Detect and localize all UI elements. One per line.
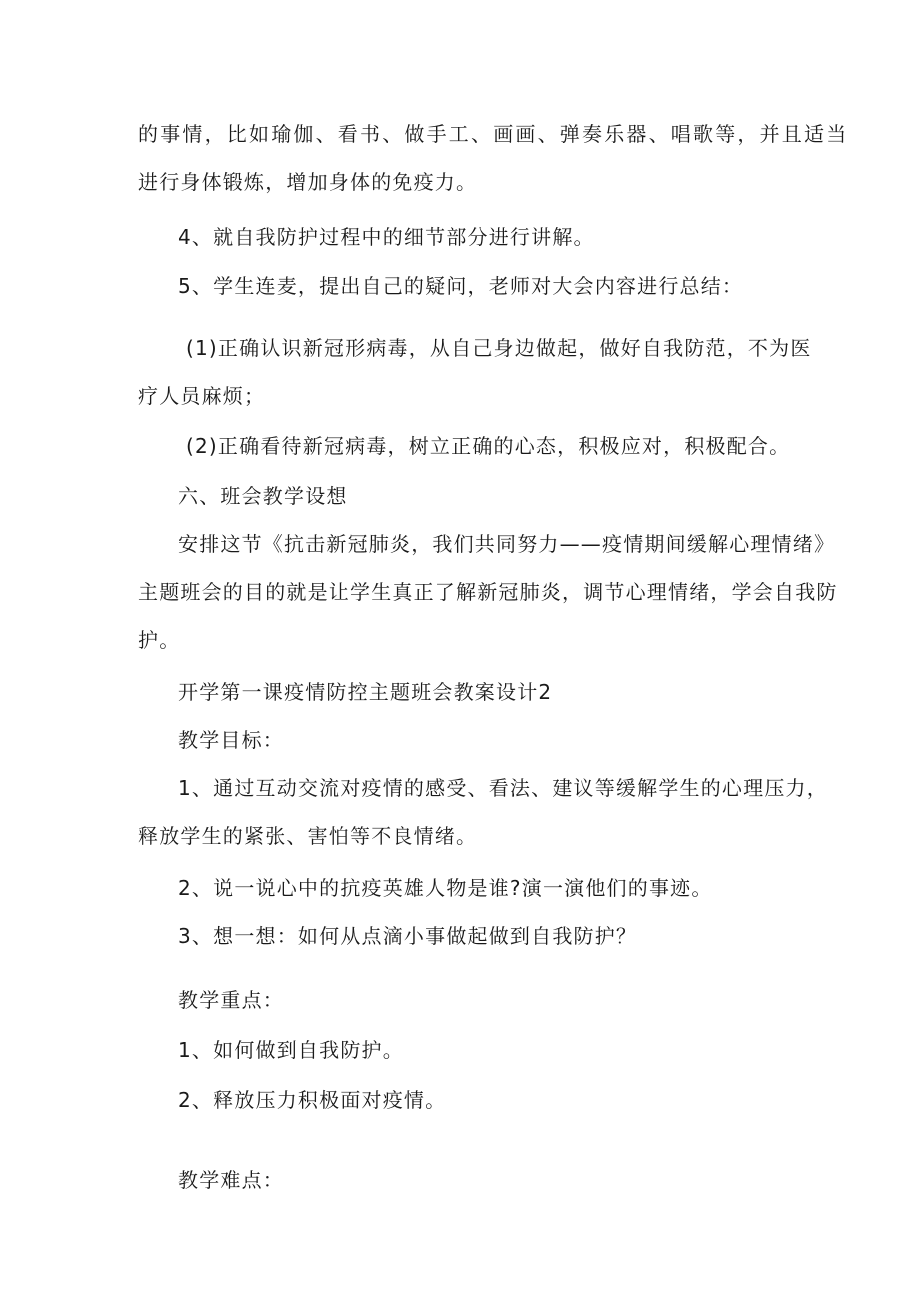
text-line: (1)正确认识新冠形病毒，从自己身边做起，做好自我防范，不为医 <box>186 336 812 360</box>
text-line: 2、说一说心中的抗疫英雄人物是谁?演一演他们的事迹。 <box>178 876 713 900</box>
text-line: 2、释放压力积极面对疫情。 <box>178 1088 447 1112</box>
text-line: (2)正确看待新冠病毒，树立正确的心态，积极应对，积极配合。 <box>186 434 791 458</box>
text-line: 3、想一想：如何从点滴小事做起做到自我防护？ <box>178 924 638 948</box>
text-line: 5、学生连麦，提出自己的疑问，老师对大会内容进行总结： <box>178 274 744 298</box>
section-heading: 教学目标： <box>178 728 284 752</box>
text-line: 主题班会的目的就是让学生真正了解新冠肺炎，调节心理情绪，学会自我防 <box>138 580 838 604</box>
text-line: 安排这节《抗击新冠肺炎，我们共同努力——疫情期间缓解心理情绪》 <box>178 532 836 556</box>
text-line: 4、就自我防护过程中的细节部分进行讲解。 <box>178 225 595 249</box>
text-line: 的事情，比如瑜伽、看书、做手工、画画、弹奏乐器、唱歌等，并且适当 <box>138 122 849 146</box>
text-line: 护。 <box>138 628 181 652</box>
section-heading: 六、班会教学设想 <box>178 484 348 508</box>
section-heading: 开学第一课疫情防控主题班会教案设计2 <box>178 680 553 704</box>
text-line: 1、通过互动交流对疫情的感受、看法、建议等缓解学生的心理压力， <box>178 776 828 800</box>
text-line: 进行身体锻炼，增加身体的免疫力。 <box>138 170 478 194</box>
section-heading: 教学难点： <box>178 1168 284 1192</box>
text-line: 1、如何做到自我防护。 <box>178 1038 404 1062</box>
text-line: 释放学生的紧张、害怕等不良情绪。 <box>138 824 478 848</box>
text-line: 疗人员麻烦； <box>138 384 266 408</box>
section-heading: 教学重点： <box>178 988 284 1012</box>
